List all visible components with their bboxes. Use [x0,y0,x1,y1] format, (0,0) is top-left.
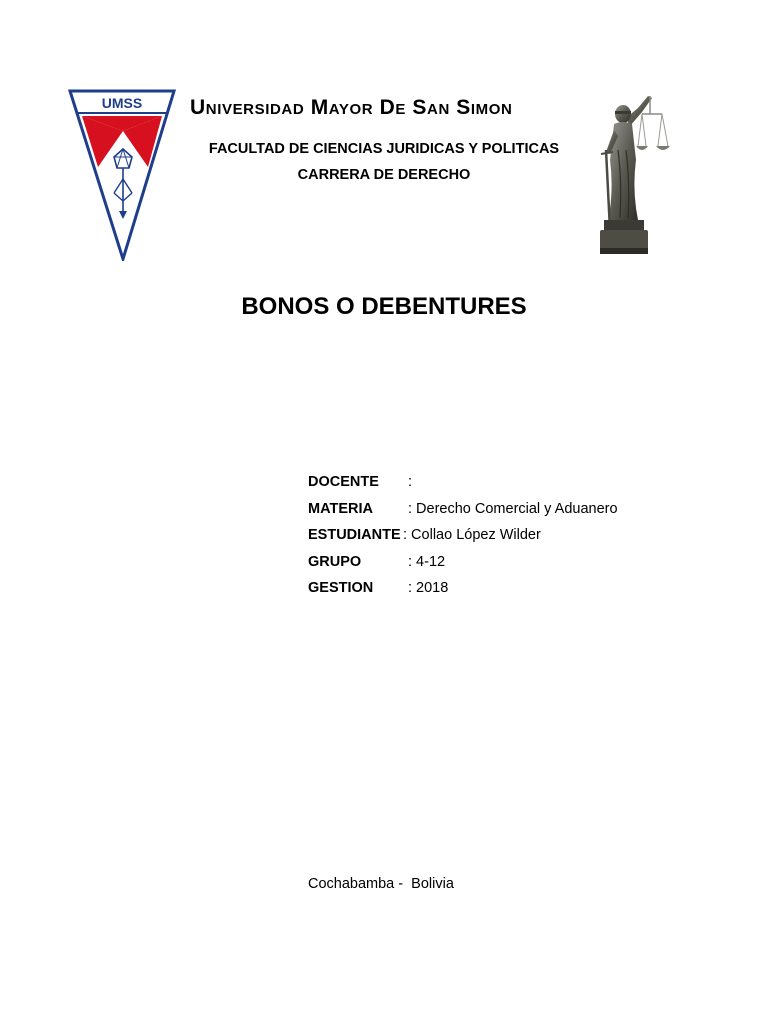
info-row-docente [308,474,708,501]
info-block [308,474,708,607]
info-value: : Derecho Comercial y Aduanero [408,500,618,517]
svg-text:UMSS: UMSS [101,95,143,111]
location-footer: Cochabamba - Bolivia [308,876,454,892]
info-row-materia [308,501,708,528]
info-row-grupo [308,554,708,581]
info-value: : 4-12 [408,553,446,570]
info-label: GRUPO [308,553,362,570]
info-value: : [408,474,413,490]
career-name: CARRERA DE DERECHO [297,167,471,183]
info-label: ESTUDIANTE [308,527,401,543]
info-row-gestion [308,580,708,607]
faculty-name: FACULTAD DE CIENCIAS JURIDICAS Y POLITICAS [208,141,560,157]
info-row-estudiante [308,527,708,554]
info-label: MATERIA [308,500,373,517]
document-title: BONOS O DEBENTURES [241,293,527,320]
info-label: GESTION [308,580,374,596]
info-value: : Collao López Wilder [403,527,541,543]
info-label: DOCENTE [308,474,379,490]
university-name: Universidad Mayor De San Simon [190,96,513,119]
info-value: : 2018 [408,580,449,596]
